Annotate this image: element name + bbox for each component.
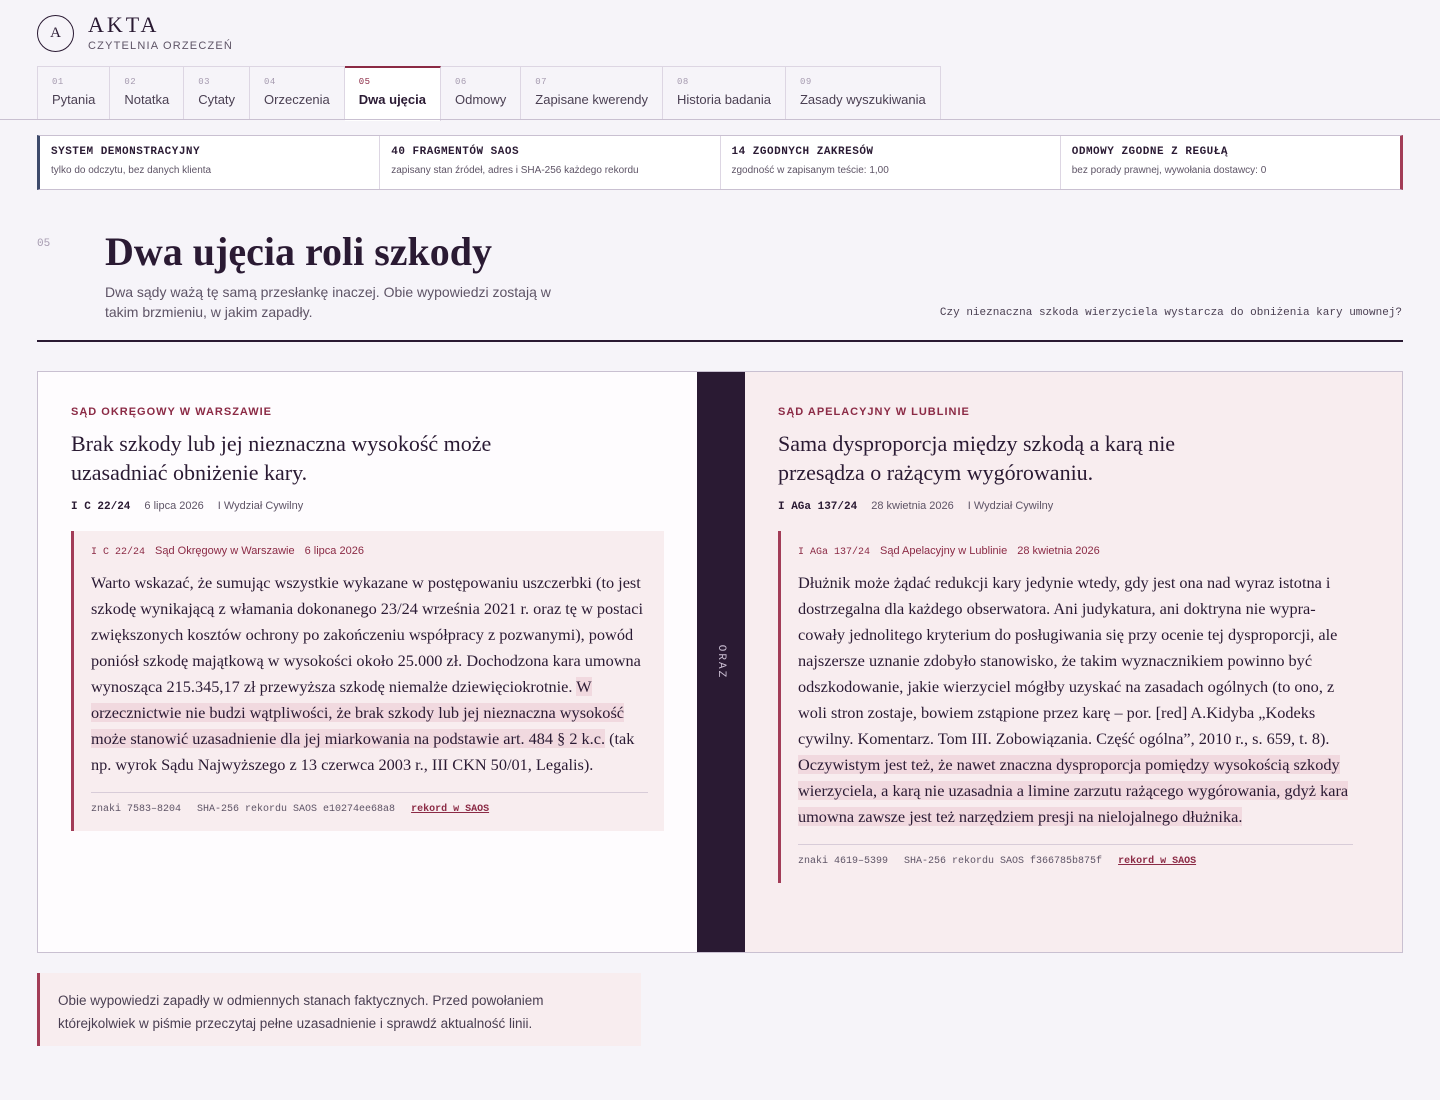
tab-label: Odmowy	[454, 92, 507, 107]
quote-highlight: Oczywistym jest też, że nawet znaczna dysproporcja pomiędzy wysokością szkody wierzyciela, a karą nie uzasadnia a limine zarzutu rażącego wygórowania, gdyż kara umowna zawsze jest też narzędziem presji na nielojalnego dłużnika.	[798, 755, 1349, 826]
quote-text-after: (tak np. wyrok Sądu Najwyższego z 13 czerwca 2003 r., III CKN 50/01, Legalis).	[91, 729, 635, 774]
caution-note: Obie wypowiedzi zapadły w odmiennych stanach faktycznych. Przed powołaniem którejkolwiek w piśmie przeczytaj pełne uzasadnienie i sprawdź aktualność linii.	[37, 973, 641, 1046]
tab-label: Zasady wyszukiwania	[799, 92, 926, 107]
main-tabs	[37, 66, 941, 120]
status-detail: zgodność w zapisanym teście: 1,00	[731, 165, 889, 176]
page-title: Dwa ujęcia roli szkody	[105, 229, 493, 274]
quote-date: 6 lipca 2026	[304, 545, 364, 557]
quote-court: Sąd Apelacyjny w Lublinie	[880, 545, 1008, 557]
tab-label: Notatka	[124, 92, 170, 107]
status-bar	[37, 135, 1403, 190]
status-detail: zapisany stan źródeł, adres i SHA-256 każdego rekordu	[391, 165, 639, 176]
status-heading: SYSTEM DEMONSTRACYJNY	[51, 146, 201, 158]
research-question: Czy nieznaczna szkoda wierzyciela wystarcza do obniżenia kary umownej?	[939, 307, 1402, 319]
saos-record-link[interactable]: rekord w SAOS	[1118, 856, 1197, 867]
char-range: znaki 7583–8204	[91, 804, 182, 815]
brand	[37, 14, 233, 52]
tab-odmowy[interactable]	[441, 66, 521, 120]
quote-court: Sąd Okręgowy w Warszawie	[155, 545, 295, 557]
tab-label: Zapisane kwerendy	[535, 92, 649, 107]
tab-historia-badania[interactable]	[663, 66, 786, 120]
tabs-divider	[0, 119, 1440, 120]
quote-text-before: Dłużnik może żądać redukcji kary jedynie wtedy, gdy jest ona nad wyraz istotna i dostrzegalna dla każdego obserwatora. Ani judykatura, ani doktryna nie wypracowały jednolitego kryterium do posługiwania się przy ocenie tej dysproporcji, ale najszersze uznanie zdobyło stanowisko, że takim wyznacznikiem powinno być odszkodowanie, jakie wierzyciel mógłby uzyskać na zasadach ogólnych (to ono, z woli stron zostaje, bowiem zstąpione przez karę – por. [red] A.Kidyba „Kodeks cywilny. Komentarz. Tom III. Zobowiązania. Część ogólna”, 2010 r., s. 659, t. 8).	[798, 573, 1338, 748]
tab-label: Cytaty	[198, 92, 236, 107]
ruling-date: 28 kwietnia 2026	[871, 500, 954, 512]
court-division: I Wydział Cywilny	[217, 500, 304, 512]
ruling-thesis: Brak szkody lub jej nieznaczna wysokość może uzasadniać obniżenie kary.	[71, 431, 492, 485]
tab-cytaty[interactable]	[184, 66, 250, 120]
quote-text	[798, 570, 1353, 830]
tab-pytania[interactable]	[37, 66, 110, 120]
status-fragments	[380, 136, 720, 189]
tab-label: Orzeczenia	[264, 92, 330, 107]
divider-label: ORAZ	[715, 644, 727, 680]
right-ruling	[745, 372, 1402, 952]
tab-number: 07	[535, 77, 548, 87]
comparison-panel	[37, 371, 1403, 953]
tab-label: Historia badania	[677, 92, 771, 107]
quote-block	[71, 531, 664, 831]
court-division: I Wydział Cywilny	[967, 500, 1054, 512]
section-rule	[37, 340, 1403, 342]
quote-signature: I AGa 137/24	[798, 547, 871, 558]
record-hash: SHA-256 rekordu SAOS e10274ee68a8	[197, 804, 396, 815]
status-heading: 14 ZGODNYCH ZAKRESÓW	[731, 146, 874, 158]
quote-text	[91, 570, 648, 778]
quote-header	[91, 545, 648, 558]
quote-signature: I C 22/24	[91, 547, 146, 558]
status-heading: ODMOWY ZGODNE Z REGUŁĄ	[1071, 146, 1228, 158]
status-detail: bez porady prawnej, wywołania dostawcy: 0	[1071, 165, 1267, 176]
tab-label: Dwa ujęcia	[358, 92, 426, 107]
app-subtitle: CZYTELNIA ORZECZEŃ	[88, 40, 234, 52]
char-range: znaki 4619–5399	[798, 856, 889, 867]
ruling-thesis: Sama dysproporcja między szkodą a karą nie przesądza o rażącym wygórowaniu.	[778, 431, 1176, 485]
status-demo	[40, 136, 380, 189]
comparison-divider	[697, 372, 745, 952]
app-title: AKTA	[88, 12, 160, 37]
quote-highlight: W orzecznictwie nie budzi wątpliwości, że brak szkody lub jej nieznaczna wysokość może stanowić uzasadnienie dla jej miarkowania na podstawie art. 484 § 2 k.c.	[91, 677, 625, 748]
status-heading: 40 FRAGMENTÓW SAOS	[391, 146, 520, 158]
tab-number: 06	[454, 77, 467, 87]
ruling-meta	[778, 500, 1369, 513]
left-ruling	[38, 372, 697, 952]
quote-date: 28 kwietnia 2026	[1017, 545, 1100, 557]
tab-number: 02	[124, 77, 137, 87]
tab-number: 01	[52, 77, 64, 87]
section-number: 05	[37, 238, 51, 250]
tab-label: Pytania	[52, 92, 96, 107]
tab-notatka[interactable]	[110, 66, 184, 120]
court-name: SĄD OKRĘGOWY W WARSZAWIE	[71, 406, 273, 418]
brand-logo: A	[37, 15, 74, 52]
tab-number: 03	[198, 77, 210, 87]
tab-number: 08	[677, 77, 689, 87]
tab-number: 09	[799, 77, 812, 87]
status-detail: tylko do odczytu, bez danych klienta	[51, 165, 212, 176]
ruling-date: 6 lipca 2026	[144, 500, 204, 512]
record-hash: SHA-256 rekordu SAOS f366785b875f	[904, 856, 1103, 867]
quote-block	[778, 531, 1369, 883]
status-refusals	[1061, 136, 1400, 189]
court-name: SĄD APELACYJNY W LUBLINIE	[778, 406, 970, 418]
quote-text-before: Warto wskazać, że sumując wszystkie wykazane w postępowaniu uszczerbki (to jest szkodę wynikającą z włamania dokonanego 23/24 września 2021 r. oraz tę w postaci zwiększonych kosztów ochrony po zakończeniu współpracy z pozwanymi), powód poniósł szkodę majątkową w wysokości około 25.000 zł. Dochodzona kara umowna wynosząca 215.345,17 zł przewyższa szkodę niemalże dziewięciokrotnie.	[91, 573, 644, 696]
tab-dwa-ujecia[interactable]	[345, 66, 441, 121]
ruling-meta	[71, 500, 664, 513]
case-signature: I AGa 137/24	[778, 501, 858, 513]
quote-header	[798, 545, 1353, 558]
saos-record-link[interactable]: rekord w SAOS	[411, 804, 490, 815]
quote-footer	[798, 844, 1353, 867]
quote-footer	[91, 792, 648, 815]
tab-zasady-wyszukiwania[interactable]	[786, 66, 941, 120]
tab-number: 05	[358, 77, 371, 87]
case-signature: I C 22/24	[71, 501, 131, 513]
tab-orzeczenia[interactable]	[250, 66, 345, 120]
tab-number: 04	[264, 77, 276, 87]
status-ranges	[721, 136, 1061, 189]
section-lead: Dwa sądy ważą tę samą przesłankę inaczej. Obie wypowiedzi zostają w takim brzmieniu, w jakim zapadły.	[105, 284, 551, 320]
tab-zapisane-kwerendy[interactable]	[521, 66, 663, 120]
